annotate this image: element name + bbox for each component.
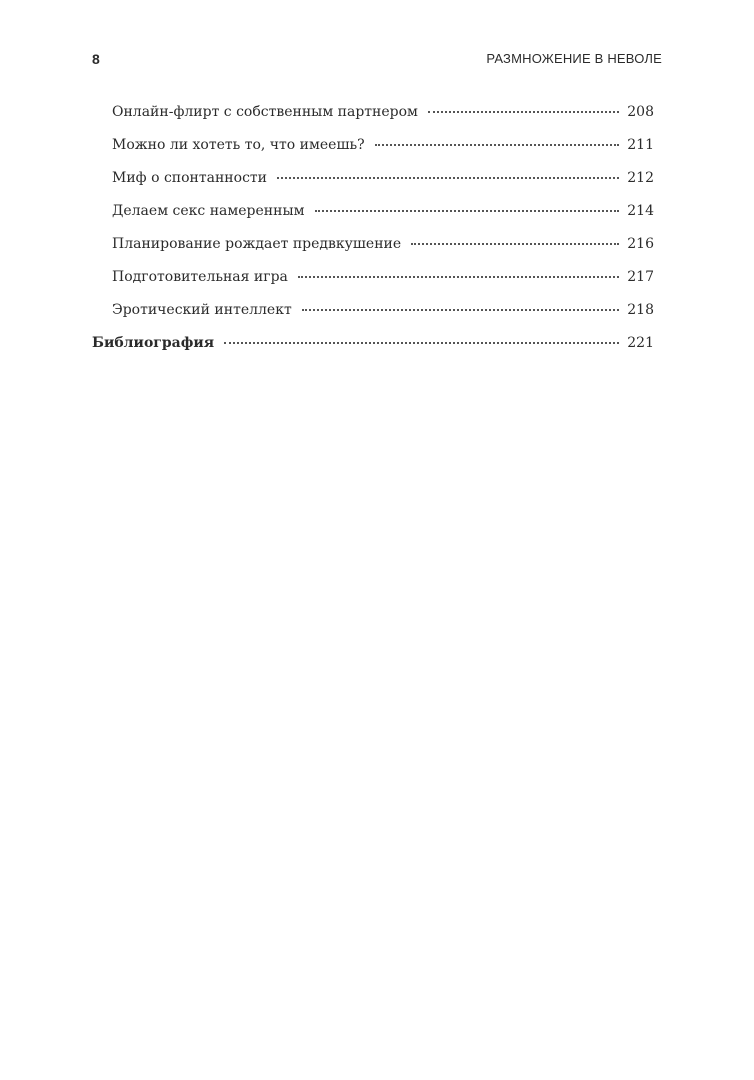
- toc-dot-leader: [277, 176, 619, 179]
- toc-entry: [92, 166, 654, 199]
- toc-dot-leader: [302, 308, 620, 311]
- page-number: 8: [92, 51, 100, 67]
- running-head: РАЗМНОЖЕНИЕ В НЕВОЛЕ: [486, 51, 662, 66]
- toc-entry-title: Планирование рождает предвкушение: [112, 236, 402, 252]
- toc-entry-page: 211: [627, 137, 654, 153]
- toc-dot-leader: [428, 110, 619, 113]
- toc-dot-leader: [315, 209, 620, 212]
- toc-entry-page: 214: [627, 203, 654, 219]
- toc-entry: [92, 232, 654, 265]
- toc-entry-title: Можно ли хотеть то, что имеешь?: [112, 137, 365, 153]
- toc-entry-chapter: [92, 331, 654, 364]
- toc-entry-page: 217: [627, 269, 654, 285]
- toc-entry: [92, 265, 654, 298]
- toc-entry-title: Эротический интеллект: [112, 302, 292, 318]
- toc-entry-title: Делаем секс намеренным: [112, 203, 305, 219]
- toc-entry-title: Подготовительная игра: [112, 269, 288, 285]
- toc-dot-leader: [298, 275, 619, 278]
- toc-entry-page: 218: [627, 302, 654, 318]
- toc-entry-title: Миф о спонтанности: [112, 170, 267, 186]
- toc-entry: [92, 133, 654, 166]
- toc-entry-page: 208: [627, 104, 654, 120]
- toc-entry: [92, 199, 654, 232]
- toc-dot-leader: [375, 143, 620, 146]
- toc-entry-page: 212: [627, 170, 654, 186]
- toc-dot-leader: [411, 242, 619, 245]
- toc-entry-title: Библиография: [92, 335, 215, 351]
- toc-entry: [92, 298, 654, 331]
- toc-entry-title: Онлайн-флирт с собственным партнером: [112, 104, 418, 120]
- toc-dot-leader: [224, 341, 619, 344]
- toc-entry-page: 216: [627, 236, 654, 252]
- table-of-contents: [92, 100, 654, 364]
- toc-entry: [92, 100, 654, 133]
- toc-entry-page: 221: [627, 335, 654, 351]
